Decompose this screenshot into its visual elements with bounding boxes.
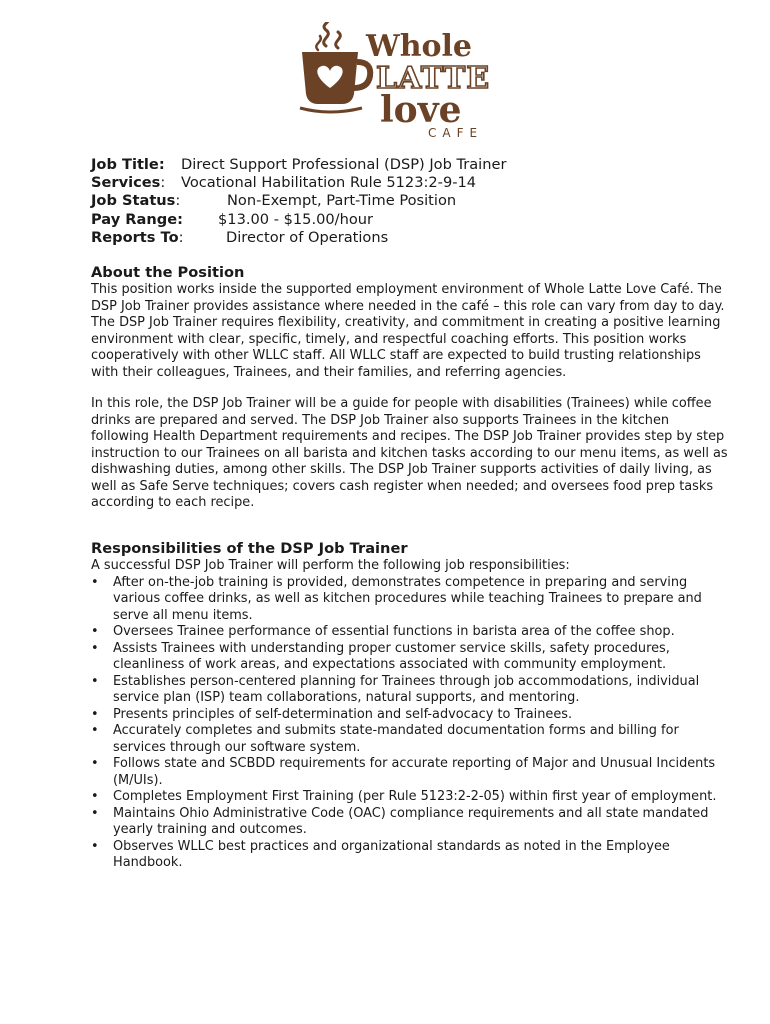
job-title-row <box>91 156 507 174</box>
services-row <box>91 174 477 192</box>
list-item-text: Follows state and SCBDD requirements for accurate reporting of Major and Unusual Incidents (M/UIs). <box>113 756 716 788</box>
logo-word-cafe: CAFE <box>428 126 484 140</box>
about-heading: About the Position <box>91 264 245 281</box>
job-header <box>91 156 507 247</box>
list-item-text: Accurately completes and submits state-mandated documentation forms and billing for services through our software system. <box>113 723 679 755</box>
pay-range-row <box>91 210 374 229</box>
list-item <box>91 641 731 674</box>
reports-to-row <box>91 228 389 247</box>
list-item-text: Completes Employment First Training (per Rule 5123:2-2-05) within first year of employment. <box>113 789 717 804</box>
list-item <box>91 756 731 789</box>
bullet-icon: • <box>91 574 99 590</box>
bullet-icon: • <box>91 640 99 656</box>
list-item-text: Maintains Ohio Administrative Code (OAC) compliance requirements and all state mandated yearly training and outcomes. <box>113 805 709 837</box>
responsibilities-list <box>91 575 731 872</box>
job-status-row <box>91 192 457 210</box>
job-status-colon: : <box>175 192 181 210</box>
list-item-text: Presents principles of self-determination and self-advocacy to Trainees. <box>113 706 573 722</box>
coffee-cup-heart-icon <box>296 22 496 140</box>
about-section <box>91 264 731 512</box>
services-value: Vocational Habilitation Rule 5123:2-9-14 <box>181 174 477 192</box>
bullet-icon: • <box>91 756 99 771</box>
job-status-label: Job Status <box>91 192 176 210</box>
list-item <box>91 674 731 707</box>
responsibilities-heading: Responsibilities of the DSP Job Trainer <box>91 540 408 557</box>
bullet-icon: • <box>91 673 99 689</box>
bullet-icon: • <box>91 706 99 722</box>
logo-word-latte: LATTE <box>376 61 491 96</box>
bullet-icon: • <box>91 805 99 821</box>
list-item-text: After on-the-job training is provided, demonstrates competence in preparing and serving various coffee drinks, as well as kitchen procedures while teaching Trainees to prepare and serve all menu items. <box>113 574 702 623</box>
company-logo <box>296 22 496 140</box>
responsibilities-intro: A successful DSP Job Trainer will perform the following job responsibilities: <box>91 558 570 573</box>
reports-to-value: Director of Operations <box>226 228 389 246</box>
logo-word-whole: Whole <box>366 29 472 64</box>
list-item <box>91 707 731 724</box>
list-item <box>91 789 731 806</box>
list-item <box>91 723 731 756</box>
bullet-icon: • <box>91 624 99 639</box>
list-item-text: Oversees Trainee performance of essential functions in barista area of the coffee shop. <box>113 624 675 639</box>
responsibilities-section <box>91 540 731 872</box>
reports-to-label: Reports To <box>91 228 179 246</box>
list-item <box>91 624 731 641</box>
bullet-icon: • <box>91 723 99 738</box>
pay-range-value: $13.00 - $15.00/hour <box>218 210 374 228</box>
list-item <box>91 575 731 625</box>
bullet-icon: • <box>91 789 99 804</box>
job-title-value: Direct Support Professional (DSP) Job Trainer <box>181 156 507 173</box>
list-item-text: Assists Trainees with understanding proper customer service skills, safety procedures, cleanliness of work areas, and expectations associated with community employment. <box>113 640 670 672</box>
bullet-icon: • <box>91 838 99 854</box>
list-item-text: Observes WLLC best practices and organizational standards as noted in the Employee Handbook. <box>113 838 670 870</box>
job-title-label: Job Title: <box>91 156 165 173</box>
services-colon: : <box>160 174 166 192</box>
reports-to-colon: : <box>178 228 184 246</box>
job-status-value: Non-Exempt, Part-Time Position <box>227 192 457 210</box>
logo-word-love: love <box>380 89 462 131</box>
list-item-text: Establishes person-centered planning for Trainees through job accommodations, individual service plan (ISP) team collaborations, natural supports, and mentoring. <box>113 673 700 705</box>
list-item <box>91 839 731 872</box>
pay-range-label: Pay Range: <box>91 210 183 228</box>
list-item <box>91 806 731 839</box>
services-label: Services <box>91 174 161 192</box>
about-paragraph-2: In this role, the DSP Job Trainer will be a guide for people with disabilities (Trainees) while coffee drinks are prepared and served. The DSP Job Trainer also supports Trainees in the kitchen following Health Department requirements and recipes. The DSP Job Trainer provides step by step instruction to our Trainees on all barista and kitchen tasks according to our menu items, as well as dishwashing duties, among other skills. The DSP Job Trainer supports activities of daily living, as well as Safe Serve techniques; covers cash register when needed; and oversees food prep tasks according to each recipe. <box>91 396 728 510</box>
about-paragraph-1: This position works inside the supported employment environment of Whole Latte Love Café. The DSP Job Trainer provides assistance where needed in the café – this role can vary from day to day. The DSP Job Trainer requires flexibility, creativity, and commitment in creating a positive learning environment with clear, specific, timely, and respectful coaching efforts. This position works cooperatively with other WLLC staff. All WLLC staff are expected to build trusting relationships with their colleagues, Trainees, and their families, and referring agencies. <box>91 282 725 380</box>
